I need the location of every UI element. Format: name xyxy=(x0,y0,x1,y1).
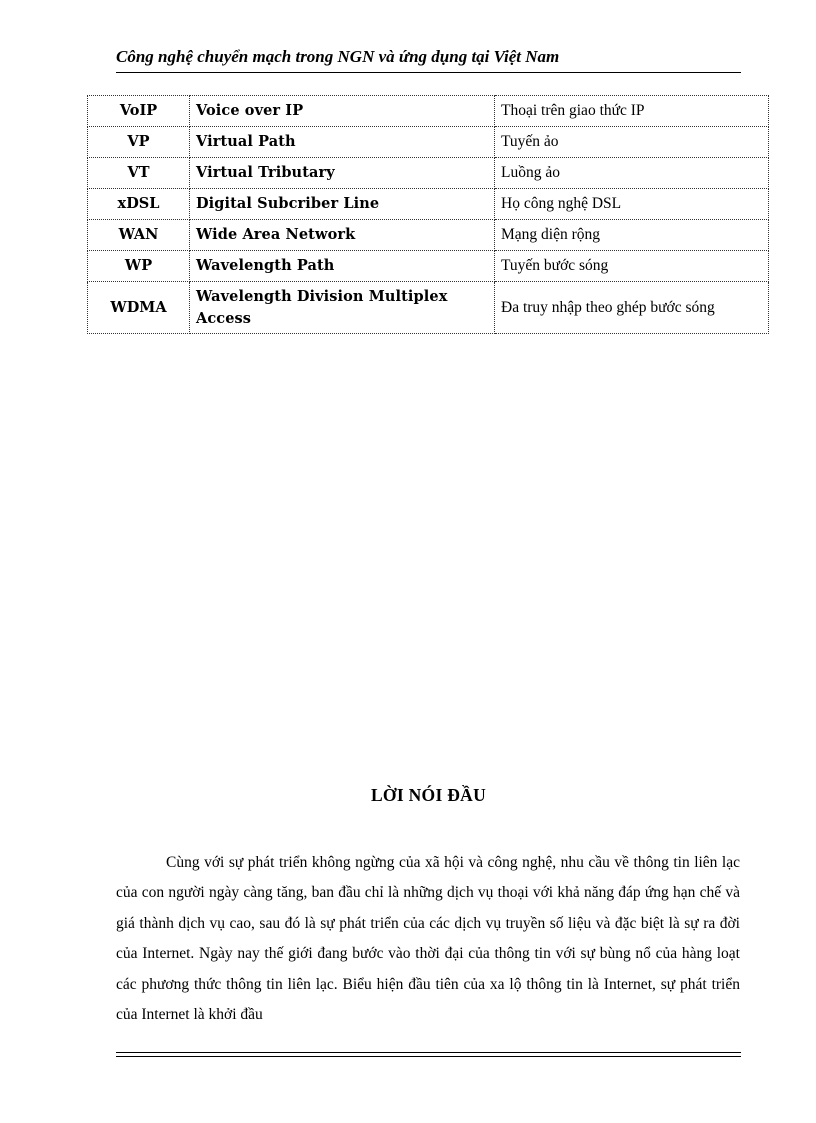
vietnamese-term-cell: Luồng ảo xyxy=(495,158,769,189)
table-row xyxy=(88,127,769,158)
vietnamese-term-cell: Thoại trên giao thức IP xyxy=(495,96,769,127)
abbreviation-cell: VoIP xyxy=(88,96,190,127)
intro-paragraph: Cùng với sự phát triển không ngừng của xã hội và công nghệ, nhu cầu về thông tin liên lạc của con người ngày càng tăng, ban đầu chỉ là những dịch vụ thoại với khả năng đáp ứng hạn chế và giá thành dịch vụ cao, sau đó là sự phát triển của các dịch vụ truyền số liệu và đặc biệt là sự ra đời của Internet. Ngày nay thế giới đang bước vào thời đại của thông tin với sự bùng nổ của hàng loạt các phương thức thông tin liên lạc. Biểu hiện đầu tiên của xa lộ thông tin là Internet, sự phát triển của Internet là khởi đầu xyxy=(116,854,740,1024)
english-term-cell: Voice over IP xyxy=(190,96,495,127)
table-row xyxy=(88,220,769,251)
abbreviation-cell: xDSL xyxy=(88,189,190,220)
vietnamese-term-cell: Tuyến ảo xyxy=(495,127,769,158)
vietnamese-term-cell: Mạng diện rộng xyxy=(495,220,769,251)
english-term-cell: Wavelength Path xyxy=(190,251,495,282)
abbreviation-cell: WAN xyxy=(88,220,190,251)
vietnamese-term-cell: Họ công nghệ DSL xyxy=(495,189,769,220)
abbreviation-cell: WDMA xyxy=(88,282,190,334)
english-term-cell: Wide Area Network xyxy=(190,220,495,251)
vietnamese-term-cell: Đa truy nhập theo ghép bước sóng xyxy=(495,282,769,334)
english-term-cell: Virtual Path xyxy=(190,127,495,158)
table-row xyxy=(88,282,769,334)
english-term-cell: Digital Subcriber Line xyxy=(190,189,495,220)
table-row xyxy=(88,96,769,127)
section-title: LỜI NÓI ĐẦU xyxy=(370,785,487,805)
table-row xyxy=(88,251,769,282)
english-term-cell: Virtual Tributary xyxy=(190,158,495,189)
abbreviation-cell: VP xyxy=(88,127,190,158)
abbreviation-cell: VT xyxy=(88,158,190,189)
table-row xyxy=(88,189,769,220)
abbreviation-table xyxy=(87,95,769,334)
running-header: Công nghệ chuyển mạch trong NGN và ứng dụng tại Việt Nam xyxy=(116,44,741,73)
table-row xyxy=(88,158,769,189)
abbreviation-cell: WP xyxy=(88,251,190,282)
footer-rule xyxy=(116,1052,741,1057)
vietnamese-term-cell: Tuyến bước sóng xyxy=(495,251,769,282)
english-term-cell: Wavelength Division Multiplex Access xyxy=(190,282,495,334)
